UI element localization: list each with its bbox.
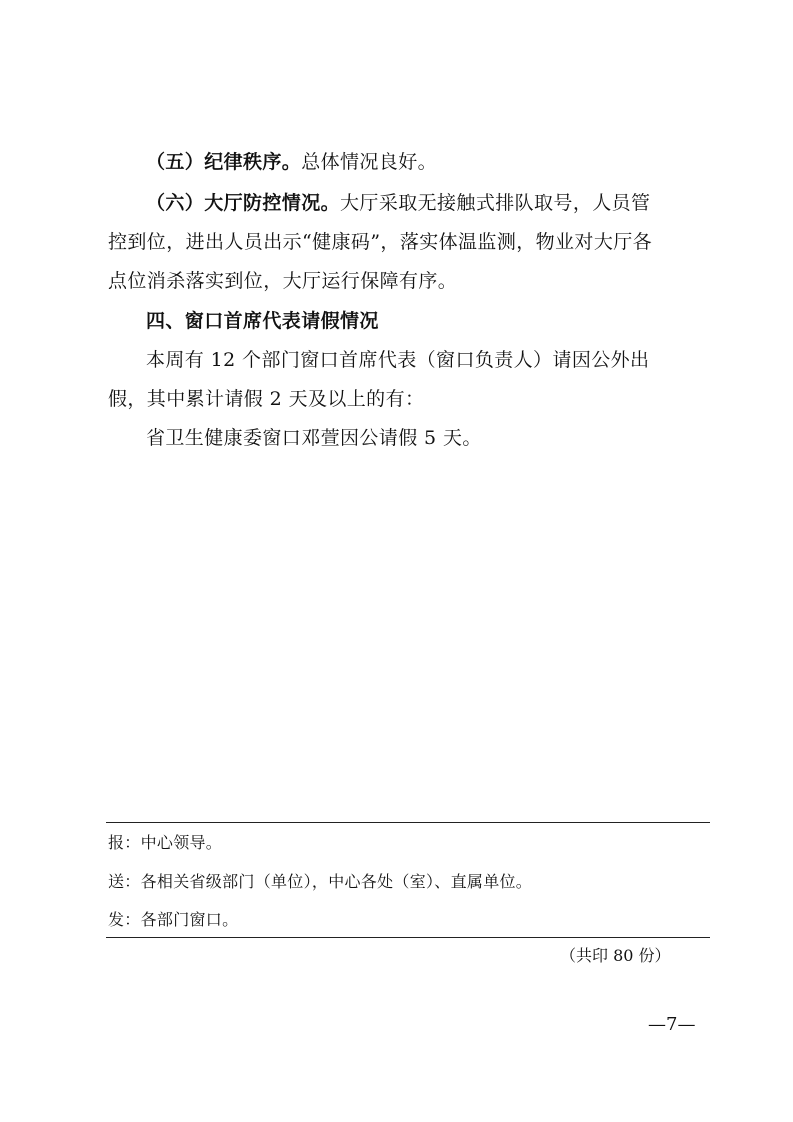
item-6-line-1: [146, 189, 698, 217]
item-6-text-1: 大厅采取无接触式排队取号，人员管: [340, 192, 651, 214]
section-4-paragraph-1-line-2: 假，其中累计请假 2 天及以上的有：: [108, 388, 425, 410]
page-number: —7—: [648, 1014, 696, 1035]
item-6-line-2: 控到位，进出人员出示“健康码”，落实体温监测，物业对大厅各: [108, 231, 653, 253]
item-6-line-3: 点位消杀落实到位，大厅运行保障有序。: [108, 270, 458, 292]
item-5-title: （五）纪律秩序。: [146, 151, 302, 173]
item-5-line: [146, 148, 698, 176]
item-6-title: （六）大厅防控情况。: [146, 192, 341, 214]
distribution-top-rule: [106, 822, 710, 823]
section-4-heading: 四、窗口首席代表请假情况: [146, 310, 379, 332]
distribution-send: 送：各相关省级部门（单位），中心各处（室）、直属单位。: [108, 872, 533, 891]
section-4-paragraph-1-line-1: 本周有 12 个部门窗口首席代表（窗口负责人）请因公外出: [146, 349, 650, 371]
section-4-paragraph-2: 省卫生健康委窗口邓萱因公请假 5 天。: [146, 427, 482, 449]
distribution-bottom-rule: [106, 937, 710, 938]
distribution-issue: 发：各部门窗口。: [108, 910, 239, 929]
print-copies: （共印 80 份）: [560, 946, 671, 965]
item-5-text: 总体情况良好。: [301, 151, 438, 173]
distribution-report: 报：中心领导。: [108, 833, 223, 852]
